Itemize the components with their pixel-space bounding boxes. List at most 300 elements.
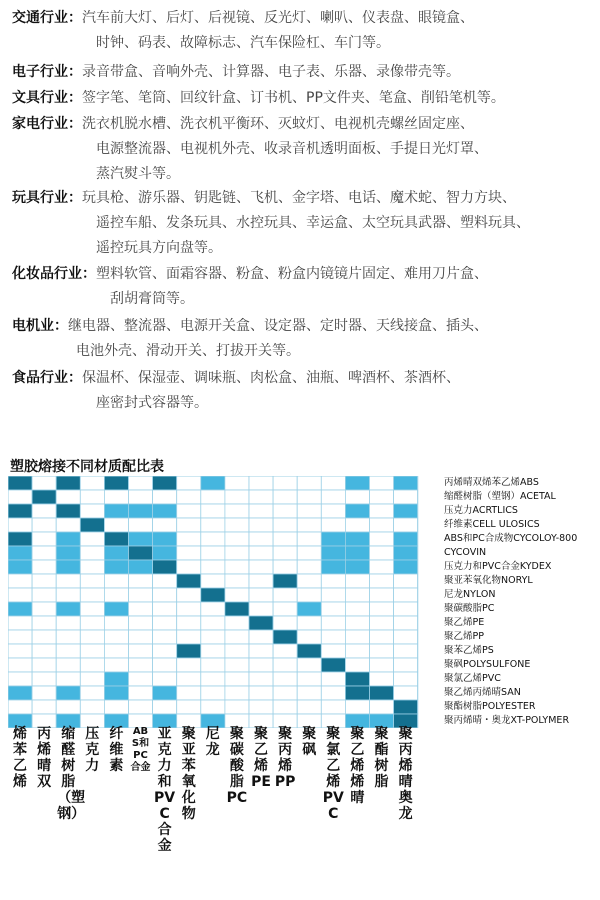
- matrix-cell-r7-c0: [8, 574, 32, 588]
- matrix-cell-r13-c8: [201, 658, 225, 672]
- row-label: 缩醛树脂（塑钢）ACETAL: [444, 491, 556, 502]
- matrix-cell-r0-c0: [8, 476, 32, 490]
- matrix-cell-r12-c7: [177, 644, 201, 658]
- matrix-cell-r2-c16: [394, 504, 418, 518]
- matrix-cell-r11-c0: [8, 630, 32, 644]
- matrix-cell-r1-c1: [32, 490, 56, 504]
- matrix-cell-r16-c10: [249, 700, 273, 714]
- matrix-cell-r11-c16: [394, 630, 418, 644]
- matrix-cell-r13-c14: [345, 658, 369, 672]
- matrix-cell-r5-c0: [8, 546, 32, 560]
- matrix-cell-r11-c15: [370, 630, 394, 644]
- matrix-cell-r10-c9: [225, 616, 249, 630]
- matrix-cell-r12-c10: [249, 644, 273, 658]
- row-label: 尼龙NYLON: [444, 589, 496, 600]
- matrix-cell-r6-c11: [273, 560, 297, 574]
- row-label: 聚亚苯氧化物NORYL: [444, 575, 533, 586]
- matrix-cell-r0-c3: [80, 476, 104, 490]
- matrix-cell-r5-c13: [321, 546, 345, 560]
- matrix-cell-r6-c3: [80, 560, 104, 574]
- industry-text: 塑料软管、面霜容器、粉盒、粉盒内镜镜片固定、难用刀片盒、: [96, 266, 488, 282]
- row-label: 聚氯乙烯PVC: [444, 673, 501, 684]
- matrix-cell-r0-c1: [32, 476, 56, 490]
- matrix-cell-r10-c12: [297, 616, 321, 630]
- matrix-cell-r7-c13: [321, 574, 345, 588]
- matrix-cell-r11-c13: [321, 630, 345, 644]
- matrix-cell-r5-c3: [80, 546, 104, 560]
- matrix-cell-r15-c1: [32, 686, 56, 700]
- matrix-cell-r6-c5: [129, 560, 153, 574]
- matrix-cell-r3-c13: [321, 518, 345, 532]
- matrix-cell-r15-c15: [370, 686, 394, 700]
- column-label: 尼龙: [205, 726, 220, 758]
- row-label: ABS和PC合成物CYCOLOY-800: [444, 533, 578, 544]
- matrix-cell-r12-c14: [345, 644, 369, 658]
- matrix-cell-r13-c5: [129, 658, 153, 672]
- matrix-cell-r0-c15: [370, 476, 394, 490]
- matrix-cell-r10-c11: [273, 616, 297, 630]
- matrix-cell-r6-c9: [225, 560, 249, 574]
- matrix-cell-r14-c15: [370, 672, 394, 686]
- industry-block-stationery: [12, 86, 592, 111]
- matrix-cell-r9-c5: [129, 602, 153, 616]
- matrix-cell-r0-c6: [153, 476, 177, 490]
- industry-label: 电子行业：: [12, 64, 82, 80]
- industry-text: 时钟、码表、故障标志、汽车保险杠、车门等。: [96, 35, 390, 51]
- matrix-cell-r11-c12: [297, 630, 321, 644]
- matrix-cell-r9-c4: [104, 602, 128, 616]
- matrix-cell-r6-c10: [249, 560, 273, 574]
- matrix-cell-r13-c7: [177, 658, 201, 672]
- matrix-cell-r10-c6: [153, 616, 177, 630]
- matrix-cell-r2-c9: [225, 504, 249, 518]
- matrix-cell-r16-c13: [321, 700, 345, 714]
- matrix-cell-r16-c12: [297, 700, 321, 714]
- matrix-cell-r13-c12: [297, 658, 321, 672]
- matrix-cell-r16-c3: [80, 700, 104, 714]
- matrix-cell-r4-c7: [177, 532, 201, 546]
- matrix-cell-r6-c15: [370, 560, 394, 574]
- matrix-cell-r2-c7: [177, 504, 201, 518]
- matrix-cell-r9-c0: [8, 602, 32, 616]
- matrix-cell-r6-c0: [8, 560, 32, 574]
- matrix-cell-r13-c2: [56, 658, 80, 672]
- matrix-cell-r13-c3: [80, 658, 104, 672]
- matrix-cell-r14-c0: [8, 672, 32, 686]
- matrix-cell-r16-c5: [129, 700, 153, 714]
- matrix-cell-r16-c7: [177, 700, 201, 714]
- matrix-cell-r1-c12: [297, 490, 321, 504]
- matrix-cell-r9-c2: [56, 602, 80, 616]
- matrix-cell-r5-c14: [345, 546, 369, 560]
- matrix-cell-r2-c6: [153, 504, 177, 518]
- matrix-cell-r0-c16: [394, 476, 418, 490]
- matrix-cell-r13-c0: [8, 658, 32, 672]
- column-label: 聚丙烯PP: [274, 726, 296, 790]
- matrix-cell-r4-c9: [225, 532, 249, 546]
- row-label: 聚乙烯丙烯晴SAN: [444, 687, 521, 698]
- matrix-cell-r10-c15: [370, 616, 394, 630]
- matrix-cell-r2-c11: [273, 504, 297, 518]
- matrix-cell-r15-c13: [321, 686, 345, 700]
- matrix-cell-r14-c3: [80, 672, 104, 686]
- matrix-cell-r2-c8: [201, 504, 225, 518]
- matrix-cell-r9-c10: [249, 602, 273, 616]
- column-label: 聚亚苯氧化物: [181, 726, 196, 822]
- matrix-cell-r1-c3: [80, 490, 104, 504]
- matrix-cell-r4-c3: [80, 532, 104, 546]
- matrix-cell-r16-c8: [201, 700, 225, 714]
- matrix-cell-r1-c15: [370, 490, 394, 504]
- matrix-cell-r12-c0: [8, 644, 32, 658]
- matrix-cell-r6-c4: [104, 560, 128, 574]
- industry-text: 电源整流器、电视机外壳、收录音机透明面板、手提日光灯罩、: [96, 141, 488, 157]
- matrix-cell-r1-c14: [345, 490, 369, 504]
- matrix-cell-r6-c14: [345, 560, 369, 574]
- matrix-cell-r5-c7: [177, 546, 201, 560]
- industry-label: 家电行业：: [12, 116, 82, 132]
- matrix-cell-r8-c7: [177, 588, 201, 602]
- matrix-cell-r10-c0: [8, 616, 32, 630]
- matrix-cell-r11-c9: [225, 630, 249, 644]
- matrix-cell-r13-c16: [394, 658, 418, 672]
- matrix-cell-r3-c7: [177, 518, 201, 532]
- matrix-cell-r8-c2: [56, 588, 80, 602]
- matrix-cell-r2-c1: [32, 504, 56, 518]
- matrix-cell-r1-c6: [153, 490, 177, 504]
- matrix-cell-r6-c7: [177, 560, 201, 574]
- matrix-cell-r0-c9: [225, 476, 249, 490]
- matrix-cell-r15-c0: [8, 686, 32, 700]
- matrix-cell-r0-c12: [297, 476, 321, 490]
- matrix-cell-r10-c8: [201, 616, 225, 630]
- matrix-cell-r3-c2: [56, 518, 80, 532]
- matrix-cell-r5-c2: [56, 546, 80, 560]
- matrix-cell-r2-c13: [321, 504, 345, 518]
- industry-label: 电机业：: [12, 318, 68, 334]
- matrix-cell-r3-c11: [273, 518, 297, 532]
- industry-label: 玩具行业：: [12, 190, 82, 206]
- matrix-cell-r10-c4: [104, 616, 128, 630]
- matrix-cell-r12-c13: [321, 644, 345, 658]
- column-label: ABS和PC合金: [130, 726, 151, 773]
- matrix-cell-r4-c5: [129, 532, 153, 546]
- matrix-cell-r3-c4: [104, 518, 128, 532]
- matrix-cell-r5-c11: [273, 546, 297, 560]
- matrix-cell-r3-c14: [345, 518, 369, 532]
- matrix-cell-r8-c10: [249, 588, 273, 602]
- industry-block-appliances: [12, 112, 592, 187]
- matrix-cell-r11-c8: [201, 630, 225, 644]
- row-label: 压克力和PVC合金KYDEX: [444, 561, 552, 572]
- matrix-cell-r8-c0: [8, 588, 32, 602]
- matrix-cell-r13-c1: [32, 658, 56, 672]
- matrix-cell-r2-c14: [345, 504, 369, 518]
- matrix-cell-r5-c8: [201, 546, 225, 560]
- matrix-cell-r13-c15: [370, 658, 394, 672]
- matrix-cell-r0-c4: [104, 476, 128, 490]
- matrix-cell-r14-c8: [201, 672, 225, 686]
- matrix-cell-r4-c0: [8, 532, 32, 546]
- column-label: 纤维素: [109, 726, 124, 774]
- matrix-cell-r1-c10: [249, 490, 273, 504]
- matrix-cell-r8-c8: [201, 588, 225, 602]
- matrix-cell-r7-c10: [249, 574, 273, 588]
- industry-label: 化妆品行业：: [12, 266, 96, 282]
- matrix-cell-r0-c5: [129, 476, 153, 490]
- matrix-cell-r6-c13: [321, 560, 345, 574]
- matrix-cell-r0-c11: [273, 476, 297, 490]
- column-label: 聚丙烯晴奥龙: [398, 726, 413, 822]
- matrix-cell-r10-c2: [56, 616, 80, 630]
- row-label: 聚苯乙烯PS: [444, 645, 494, 656]
- matrix-cell-r11-c3: [80, 630, 104, 644]
- matrix-cell-r11-c10: [249, 630, 273, 644]
- matrix-cell-r8-c9: [225, 588, 249, 602]
- matrix-cell-r16-c2: [56, 700, 80, 714]
- column-label: 聚碳酸脂PC: [226, 726, 248, 806]
- matrix-cell-r0-c13: [321, 476, 345, 490]
- column-label: 亚克力和PVC合金: [154, 726, 176, 854]
- matrix-cell-r3-c3: [80, 518, 104, 532]
- matrix-cell-r9-c13: [321, 602, 345, 616]
- matrix-cell-r9-c14: [345, 602, 369, 616]
- matrix-cell-r8-c14: [345, 588, 369, 602]
- matrix-cell-r7-c4: [104, 574, 128, 588]
- matrix-cell-r13-c9: [225, 658, 249, 672]
- matrix-cell-r1-c2: [56, 490, 80, 504]
- industry-text: 玩具枪、游乐器、钥匙链、飞机、金字塔、电话、魔术蛇、智力方块、: [82, 190, 516, 206]
- matrix-cell-r9-c15: [370, 602, 394, 616]
- industry-block-electronics: [12, 60, 592, 85]
- matrix-cell-r7-c14: [345, 574, 369, 588]
- matrix-cell-r7-c12: [297, 574, 321, 588]
- industry-text: 座密封式容器等。: [96, 395, 208, 411]
- matrix-cell-r9-c7: [177, 602, 201, 616]
- matrix-cell-r8-c4: [104, 588, 128, 602]
- matrix-cell-r15-c14: [345, 686, 369, 700]
- matrix-cell-r7-c7: [177, 574, 201, 588]
- matrix-cell-r13-c13: [321, 658, 345, 672]
- matrix-cell-r3-c9: [225, 518, 249, 532]
- matrix-cell-r5-c16: [394, 546, 418, 560]
- matrix-cell-r12-c1: [32, 644, 56, 658]
- row-label: 丙烯晴双烯苯乙烯ABS: [444, 477, 539, 488]
- matrix-cell-r2-c3: [80, 504, 104, 518]
- matrix-cell-r14-c6: [153, 672, 177, 686]
- matrix-cell-r2-c15: [370, 504, 394, 518]
- matrix-cell-r11-c1: [32, 630, 56, 644]
- matrix-cell-r14-c5: [129, 672, 153, 686]
- matrix-cell-r3-c6: [153, 518, 177, 532]
- column-label: 聚乙烯PE: [251, 726, 271, 790]
- column-label: 聚砜: [302, 726, 317, 758]
- row-label: 聚乙烯PP: [444, 631, 484, 642]
- matrix-cell-r4-c10: [249, 532, 273, 546]
- matrix-cell-r6-c16: [394, 560, 418, 574]
- matrix-cell-r11-c11: [273, 630, 297, 644]
- column-label: 烯苯乙烯: [13, 726, 27, 790]
- matrix-cell-r4-c11: [273, 532, 297, 546]
- industry-text: 录音带盒、音响外壳、计算器、电子表、乐器、录像带壳等。: [82, 64, 460, 80]
- matrix-cell-r12-c16: [394, 644, 418, 658]
- matrix-cell-r10-c7: [177, 616, 201, 630]
- matrix-cell-r8-c6: [153, 588, 177, 602]
- matrix-cell-r14-c4: [104, 672, 128, 686]
- industry-text: 继电器、整流器、电源开关盒、设定器、定时器、天线接盒、插头、: [68, 318, 488, 334]
- matrix-cell-r4-c8: [201, 532, 225, 546]
- matrix-cell-r6-c12: [297, 560, 321, 574]
- matrix-cell-r9-c8: [201, 602, 225, 616]
- matrix-cell-r12-c4: [104, 644, 128, 658]
- matrix-cell-r4-c6: [153, 532, 177, 546]
- row-label: CYCOVIN: [444, 547, 487, 558]
- industry-text: 保温杯、保湿壶、调味瓶、肉松盒、油瓶、啤酒杯、茶酒杯、: [82, 370, 460, 386]
- matrix-cell-r4-c1: [32, 532, 56, 546]
- matrix-cell-r2-c5: [129, 504, 153, 518]
- matrix-cell-r5-c15: [370, 546, 394, 560]
- matrix-cell-r5-c12: [297, 546, 321, 560]
- matrix-cell-r15-c12: [297, 686, 321, 700]
- matrix-cell-r15-c9: [225, 686, 249, 700]
- row-label: 聚乙烯PE: [444, 617, 485, 628]
- matrix-cell-r12-c6: [153, 644, 177, 658]
- matrix-cell-r7-c6: [153, 574, 177, 588]
- matrix-cell-r1-c0: [8, 490, 32, 504]
- matrix-cell-r14-c11: [273, 672, 297, 686]
- industry-text: 遥控玩具方向盘等。: [96, 240, 222, 256]
- industry-text: 刮胡膏筒等。: [110, 291, 194, 307]
- matrix-cell-r2-c0: [8, 504, 32, 518]
- matrix-cell-r14-c7: [177, 672, 201, 686]
- matrix-cell-r16-c4: [104, 700, 128, 714]
- matrix-cell-r0-c10: [249, 476, 273, 490]
- matrix-cell-r14-c14: [345, 672, 369, 686]
- row-label: 压克力ACRTLICS: [444, 505, 518, 516]
- matrix-cell-r1-c5: [129, 490, 153, 504]
- column-label: 聚乙烯烯晴: [350, 726, 365, 806]
- column-label: 聚酯树脂: [374, 726, 389, 790]
- row-label: 纤维素CELL ULOSICS: [444, 519, 540, 530]
- matrix-cell-r12-c8: [201, 644, 225, 658]
- industry-label: 食品行业：: [12, 370, 82, 386]
- matrix-cell-r9-c1: [32, 602, 56, 616]
- column-label: 聚氯乙烯PVC: [322, 726, 344, 822]
- matrix-cell-r5-c10: [249, 546, 273, 560]
- matrix-cell-r3-c1: [32, 518, 56, 532]
- matrix-cell-r9-c6: [153, 602, 177, 616]
- matrix-cell-r16-c1: [32, 700, 56, 714]
- matrix-cell-r4-c14: [345, 532, 369, 546]
- matrix-cell-r9-c11: [273, 602, 297, 616]
- matrix-cell-r14-c1: [32, 672, 56, 686]
- matrix-cell-r2-c12: [297, 504, 321, 518]
- matrix-cell-r16-c0: [8, 700, 32, 714]
- matrix-cell-r10-c10: [249, 616, 273, 630]
- industry-block-food: [12, 366, 592, 416]
- matrix-cell-r14-c2: [56, 672, 80, 686]
- matrix-cell-r16-c16: [394, 700, 418, 714]
- matrix-cell-r12-c9: [225, 644, 249, 658]
- matrix-cell-r8-c12: [297, 588, 321, 602]
- matrix-cell-r4-c13: [321, 532, 345, 546]
- row-label: 聚碳酸脂PC: [444, 603, 495, 614]
- matrix-cell-r10-c13: [321, 616, 345, 630]
- matrix-cell-r9-c16: [394, 602, 418, 616]
- matrix-cell-r3-c5: [129, 518, 153, 532]
- matrix-cell-r4-c15: [370, 532, 394, 546]
- matrix-cell-r11-c4: [104, 630, 128, 644]
- matrix-cell-r11-c7: [177, 630, 201, 644]
- matrix-cell-r16-c9: [225, 700, 249, 714]
- industry-text: 遥控车船、发条玩具、水控玩具、幸运盒、太空玩具武器、塑料玩具、: [96, 215, 530, 231]
- matrix-cell-r6-c1: [32, 560, 56, 574]
- matrix-cell-r1-c13: [321, 490, 345, 504]
- matrix-cell-r7-c5: [129, 574, 153, 588]
- matrix-cell-r3-c10: [249, 518, 273, 532]
- matrix-cell-r0-c7: [177, 476, 201, 490]
- matrix-cell-r6-c6: [153, 560, 177, 574]
- matrix-cell-r5-c6: [153, 546, 177, 560]
- matrix-cell-r13-c11: [273, 658, 297, 672]
- matrix-cell-r13-c4: [104, 658, 128, 672]
- matrix-cell-r10-c14: [345, 616, 369, 630]
- matrix-cell-r7-c8: [201, 574, 225, 588]
- matrix-cell-r8-c15: [370, 588, 394, 602]
- matrix-cell-r3-c0: [8, 518, 32, 532]
- matrix-cell-r12-c11: [273, 644, 297, 658]
- matrix-cell-r5-c5: [129, 546, 153, 560]
- matrix-cell-r14-c16: [394, 672, 418, 686]
- compatibility-matrix: [8, 476, 442, 728]
- row-label: 聚酯树脂POLYESTER: [444, 701, 536, 712]
- matrix-cell-r7-c3: [80, 574, 104, 588]
- matrix-cell-r11-c14: [345, 630, 369, 644]
- matrix-cell-r1-c8: [201, 490, 225, 504]
- matrix-cell-r15-c4: [104, 686, 128, 700]
- matrix-cell-r8-c11: [273, 588, 297, 602]
- industry-block-motors: [12, 314, 592, 364]
- matrix-cell-r12-c3: [80, 644, 104, 658]
- matrix-cell-r6-c2: [56, 560, 80, 574]
- matrix-cell-r8-c3: [80, 588, 104, 602]
- matrix-cell-r13-c6: [153, 658, 177, 672]
- matrix-cell-r7-c1: [32, 574, 56, 588]
- matrix-cell-r3-c8: [201, 518, 225, 532]
- industry-label: 文具行业：: [12, 90, 82, 106]
- column-label: 缩醛树脂（塑钢）: [57, 726, 86, 822]
- industry-text: 蒸汽熨斗等。: [96, 166, 180, 182]
- matrix-cell-r15-c8: [201, 686, 225, 700]
- matrix-cell-r5-c4: [104, 546, 128, 560]
- column-label: 压克力: [85, 726, 100, 774]
- industry-text: 电池外壳、滑动开关、打拔开关等。: [76, 343, 300, 359]
- industry-text: 汽车前大灯、后灯、后视镜、反光灯、喇叭、仪表盘、眼镜盒、: [82, 10, 474, 26]
- matrix-cell-r7-c15: [370, 574, 394, 588]
- industry-text: 签字笔、笔筒、回纹针盒、订书机、PP文件夹、笔盒、削铅笔机等。: [82, 90, 505, 106]
- row-label: 聚砜POLYSULFONE: [444, 659, 531, 670]
- matrix-cell-r12-c5: [129, 644, 153, 658]
- matrix-cell-r4-c12: [297, 532, 321, 546]
- matrix-cell-r1-c16: [394, 490, 418, 504]
- industry-block-traffic: [12, 6, 592, 56]
- matrix-cell-r8-c5: [129, 588, 153, 602]
- matrix-cell-r15-c5: [129, 686, 153, 700]
- matrix-cell-r10-c5: [129, 616, 153, 630]
- matrix-cell-r16-c6: [153, 700, 177, 714]
- chart-title: 塑胶熔接不同材质配比表: [10, 459, 164, 475]
- matrix-cell-r6-c8: [201, 560, 225, 574]
